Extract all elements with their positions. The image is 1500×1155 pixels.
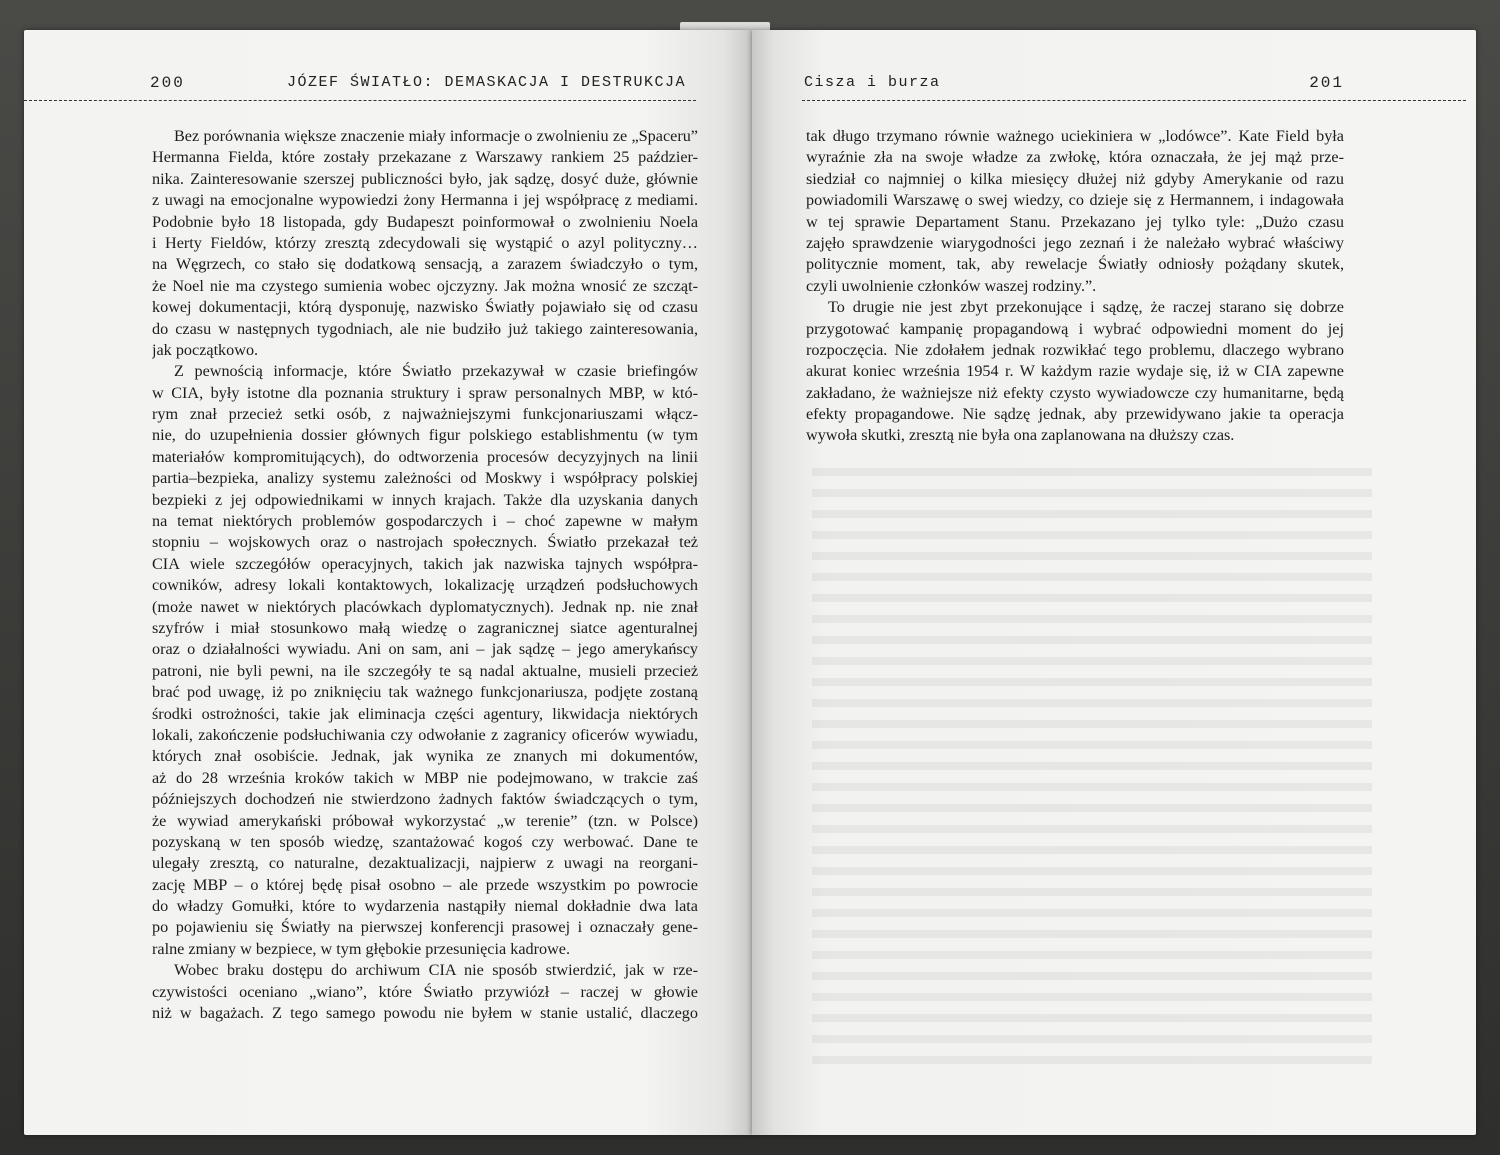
show-through-text <box>812 455 1372 1065</box>
text-line: tak długo trzymano równie ważnego uciekiniera w „lodówce”. Kate Field była <box>806 127 1344 145</box>
text-line: efekty propagandowe. Nie sądzę jednak, aby przewidywano jakie ta operacja <box>806 405 1344 424</box>
text-line: stopniu – wojskowych oraz o nastrojach społecznych. Światło przekazał też <box>152 533 698 552</box>
text-line: do czasu w następnych tygodniach, ale nie budziło już takiego zainteresowania, <box>152 319 698 338</box>
text-line: w CIA, były istotne dla poznania struktury i spraw personalnych MBP, w któ- <box>152 383 698 402</box>
text-line: czywistości oceniano „wiano”, które Światło przywiózł – raczej w głowie <box>152 982 698 1001</box>
text-line: Z pewnością informacje, które Światło przekazywał w czasie briefingów <box>174 362 698 381</box>
text-line: nika. Zainteresowanie szerszej publiczności było, jak sądzę, dosyć duże, głównie <box>152 169 698 188</box>
left-running-head <box>150 74 722 98</box>
right-folio: 201 <box>1309 74 1344 92</box>
text-line: siedział co najmniej o kilka miesięcy dłużej niż gdyby Amerykanie od razu <box>806 169 1344 188</box>
text-line: zajęło sprawdzenie wiarygodności jego zeznań i że należało wybrać właściwy <box>806 233 1344 252</box>
left-body-text <box>152 126 698 1024</box>
text-line: akurat koniec września 1954 r. W każdym razie wydaje się, iż w CIA zapewne <box>806 362 1344 381</box>
text-line: na temat niektórych problemów gospodarczych i – choć zapewne w małym <box>152 512 698 531</box>
left-running-title: JÓZEF ŚWIATŁO: DEMASKACJA I DESTRUKCJA <box>287 74 687 91</box>
text-line: To drugie nie jest zbyt przekonujące i sądzę, że raczej starano się dobrze <box>828 298 1344 317</box>
left-page <box>24 30 752 1135</box>
text-line: późniejszych dochodzeń nie stwierdzono żadnych faktów świadczących o tym, <box>152 790 698 809</box>
text-line: bezpieki z jej odpowiednikami w innych krajach. Także dla uzyskania danych <box>152 490 698 509</box>
text-line: (może nawet w niektórych placówkach dyplomatycznych). Jednak np. nie znał <box>152 597 698 616</box>
text-line: oraz o działalności wywiadu. Ani on sam, ani – jak sądzę – jego amerykańscy <box>152 640 698 659</box>
text-line: wyraźnie zła na swoje władze za zwłokę, która oznaczała, że jej mąż prze- <box>806 148 1344 167</box>
right-header-rule <box>802 100 1466 101</box>
text-line: i Herty Fieldów, którzy zresztą zdecydowali się wystąpić o azyl polityczny… <box>152 233 698 252</box>
text-line: środki ostrożności, takie jak eliminacja części agentury, likwidacja niektórych <box>152 704 698 723</box>
text-line: po pojawieniu się Światły na pierwszej konferencji prasowej i oznaczały gene- <box>152 918 698 937</box>
text-line: kowej dokumentacji, którą dysponuję, nazwisko Światły pojawiało się od czasu <box>152 298 698 317</box>
text-line: Bez porównania większe znaczenie miały informacje o zwolnieniu ze „Spaceru” <box>174 127 698 145</box>
text-line: z uwagi na emocjonalne wypowiedzi żony Hermanna i jej współpracę z mediami. <box>152 191 698 210</box>
text-line: zakładano, że ważniejsze niż efekty czysto wywiadowcze czy humanitarne, będą <box>806 383 1344 402</box>
text-line: czyli uwolnienie członków waszej rodziny.”. <box>806 276 1097 295</box>
left-folio: 200 <box>150 74 185 92</box>
text-line: pozyskaną w ten sposób wiedzę, szantażować kogoś czy werbować. Dane te <box>152 832 698 851</box>
right-running-head <box>804 74 1344 98</box>
text-line: w tej sprawie Departament Stanu. Przekazano jej tylko tyle: „Dużo czasu <box>806 212 1344 231</box>
text-line: powiadomili Warszawę o swej wiedzy, co dzieje się z Hermannem, i indagowała <box>806 191 1344 210</box>
text-line: niż w bagażach. Z tego samego powodu nie byłem w stanie ustalić, dlaczego <box>152 1004 698 1023</box>
text-line: do władzy Gomułki, które to wydarzenia nastąpiły niemal dokładnie dwa lata <box>152 897 698 916</box>
text-line: Hermanna Fielda, które zostały przekazane z Warszawy rankiem 25 paździer- <box>152 148 698 167</box>
left-header-rule <box>24 100 696 101</box>
text-line: rym znał przecież setki osób, z najważniejszymi funkcjonariuszami włącz- <box>152 405 698 424</box>
text-line: że wywiad amerykański próbował wykorzystać „w terenie” (tzn. w Polsce) <box>152 811 698 830</box>
text-line: aż do 28 września kroków takich w MBP nie podejmowano, w trakcie zaś <box>152 768 698 787</box>
text-line: przygotować kampanię propagandową i wybrać odpowiedni moment do jej <box>806 319 1344 338</box>
text-line: lokali, zakończenie podsłuchiwania czy odwołanie z zagranicy oficerów wywiadu, <box>152 725 698 744</box>
text-line: politycznie moment, tak, aby rewelacje Światły odniosły pożądany skutek, <box>806 255 1344 274</box>
text-line: ralne zmiany w bezpiece, w tym głębokie przesunięcia kadrowe. <box>152 939 570 958</box>
text-line: na Węgrzech, co stało się dodatkową sensacją, a zarazem świadczyło o tym, <box>152 255 698 274</box>
text-line: partia–bezpieka, analizy systemu zależności od Moskwy i współpracy polskiej <box>152 469 698 488</box>
text-line: szyfrów i miał stosunkowo małą wiedzę o zagranicznej siatce agenturalnej <box>152 618 698 637</box>
text-line: Podobnie było 18 listopada, gdy Budapeszt poinformował o zwolnieniu Noela <box>152 212 698 231</box>
text-line: jak początkowo. <box>152 340 259 359</box>
text-line: CIA wiele szczegółów operacyjnych, takich jak nazwiska tajnych współpra- <box>152 554 698 573</box>
text-line: Wobec braku dostępu do archiwum CIA nie sposób stwierdzić, jak w rze- <box>174 961 698 980</box>
text-line: cowników, adresy lokali kontaktowych, lokalizację urządzeń podsłuchowych <box>152 576 698 595</box>
text-line: których znał osobiście. Jednak, jak wynika ze znanych mi dokumentów, <box>152 747 698 766</box>
text-line: że Noel nie ma czystego sumienia wobec ojczyzny. Jak można wnosić ze szcząt- <box>152 276 698 295</box>
text-line: rozpoczęcia. Nie zdołałem jednak rozwikłać tego problemu, dlaczego wybrano <box>806 340 1344 359</box>
text-line: materiałów kompromitujących), do odtworzenia procesów decyzyjnych na linii <box>152 447 698 466</box>
text-line: patroni, nie byli pewni, na ile szczegóły te są nadal aktualne, musieli przecież <box>152 661 698 680</box>
text-line: nie, do uzupełnienia dossier głównych figur polskiego establishmentu (w tym <box>152 426 698 445</box>
right-body-text <box>806 126 1344 447</box>
text-line: wywoła skutki, zresztą nie była ona zaplanowana na dłuższy czas. <box>806 426 1235 445</box>
right-page <box>752 30 1476 1135</box>
right-running-title: Cisza i burza <box>804 74 941 91</box>
text-line: brać pod uwagę, iż po zniknięciu tak ważnego funkcjonariusza, podjęte zostaną <box>152 683 698 702</box>
text-line: ulegały zresztą, co naturalne, dezaktualizacji, najpierw z uwagi na reorgani- <box>152 854 698 873</box>
text-line: zację MBP – o której będę pisał osobno – ale przede wszystkim po powrocie <box>152 875 698 894</box>
